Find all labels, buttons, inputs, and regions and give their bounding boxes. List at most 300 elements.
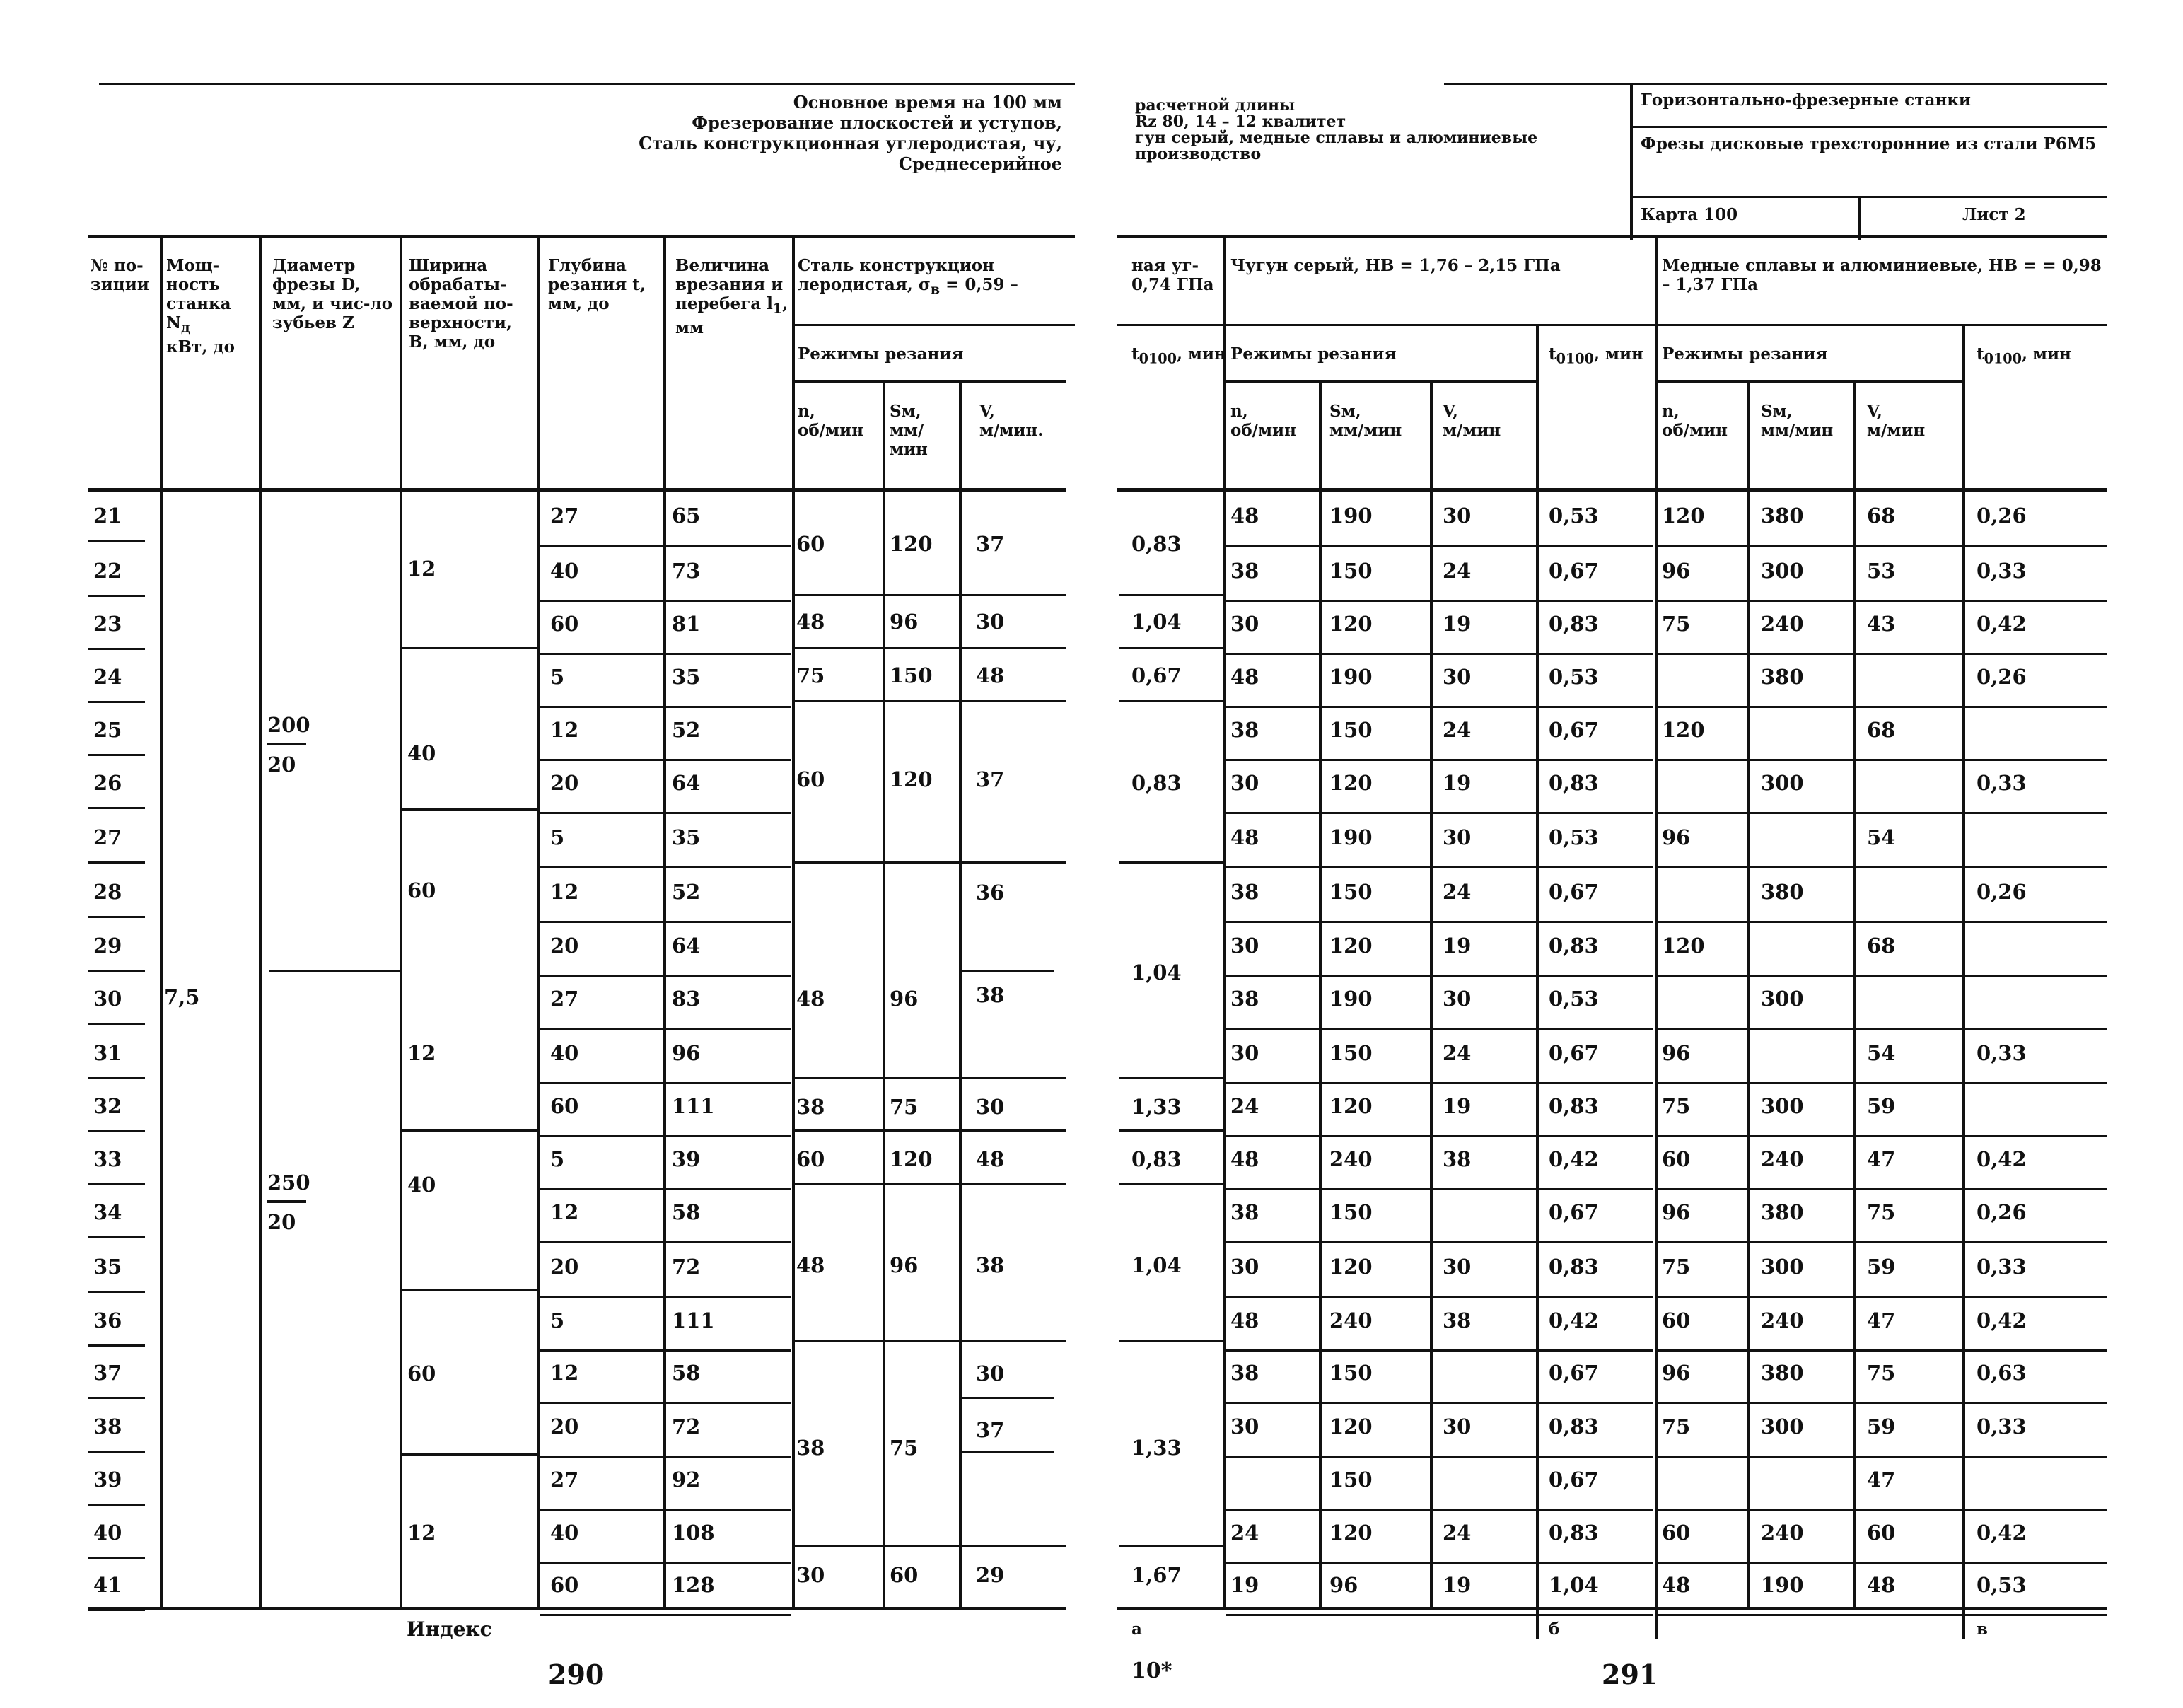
position-number: 37 <box>93 1361 122 1385</box>
position-number: 31 <box>93 1041 122 1065</box>
iron-t-value: 0,67 <box>1549 718 1599 742</box>
col-n-header <box>1230 402 1296 440</box>
s-label: Sм, <box>1329 402 1361 421</box>
position-number: 28 <box>93 880 122 904</box>
row-rule <box>1657 1188 2107 1190</box>
position-number: 39 <box>93 1468 122 1492</box>
copper-v-value: 54 <box>1867 825 1896 849</box>
t-value: 1,67 <box>1131 1563 1182 1587</box>
copper-n-value: 75 <box>1662 1414 1691 1439</box>
copper-s-value: 240 <box>1761 1521 1804 1545</box>
position-number: 21 <box>93 504 122 528</box>
position-number: 24 <box>93 665 122 689</box>
overrun-value: 92 <box>672 1468 701 1492</box>
depth-value: 5 <box>550 1147 565 1171</box>
row-underline <box>88 1023 145 1025</box>
iron-v-value: 30 <box>1443 504 1472 528</box>
header-rule <box>1444 83 2107 85</box>
row-underline <box>88 1344 145 1347</box>
tool-title: Фрезы дисковые трехсторонние из стали P6M5 <box>1641 134 2097 153</box>
row-underline <box>88 1451 145 1453</box>
row-rule <box>1226 1296 1653 1298</box>
iron-n-value: 38 <box>1230 559 1259 583</box>
row-underline <box>88 701 145 703</box>
iron-t-value: 0,83 <box>1549 1255 1599 1279</box>
row-rule <box>540 1082 791 1084</box>
diameter-value: 200 <box>267 713 310 737</box>
col-divider <box>883 382 885 1609</box>
steel-group-line1: Сталь конструкцион <box>798 256 994 275</box>
iron-s-value: 120 <box>1329 1414 1373 1439</box>
v-unit: м/мин. <box>979 421 1044 440</box>
iron-t-value: 0,83 <box>1549 771 1599 795</box>
iron-n-value: 38 <box>1230 718 1259 742</box>
row-rule <box>1657 653 2107 655</box>
row-rule <box>1226 975 1653 977</box>
col-divider <box>160 237 163 1609</box>
col-power-unit: кВт, до <box>166 337 235 356</box>
iron-t-value: 0,67 <box>1549 1041 1599 1065</box>
steel-group-line2 <box>798 275 1066 299</box>
machine-title: Горизонтально-фрезерные станки <box>1641 91 1971 110</box>
iron-n-value: 38 <box>1230 880 1259 904</box>
position-number: 36 <box>93 1308 122 1332</box>
row-rule <box>1657 812 2107 814</box>
copper-v-value: 75 <box>1867 1361 1896 1385</box>
overrun-value: 39 <box>672 1147 701 1171</box>
overrun-value: 108 <box>672 1521 715 1545</box>
copper-v-value: 43 <box>1867 612 1896 636</box>
n-value: 48 <box>796 1253 825 1277</box>
copper-n-value: 60 <box>1662 1147 1691 1171</box>
page-number: 291 <box>1602 1658 1658 1690</box>
steel-sigma-sub: в <box>930 281 941 298</box>
iron-s-value: 120 <box>1329 1094 1373 1118</box>
signature-mark: 10* <box>1131 1658 1172 1683</box>
position-number: 41 <box>93 1573 122 1597</box>
row-rule <box>1226 653 1653 655</box>
header-bottom-rule <box>88 488 1066 492</box>
t-value: 1,04 <box>1131 610 1182 634</box>
iron-n-value: 48 <box>1230 504 1259 528</box>
copper-t-value: 0,63 <box>1977 1361 2027 1385</box>
row-rule <box>1226 1509 1653 1511</box>
col-divider <box>1962 325 1965 1609</box>
iron-v-value: 19 <box>1443 612 1472 636</box>
group-rule <box>962 1451 1054 1453</box>
header-line: Основное время на 100 мм <box>793 92 1062 112</box>
copper-n-value: 60 <box>1662 1308 1691 1332</box>
iron-t-value: 0,83 <box>1549 934 1599 958</box>
depth-value: 12 <box>550 1361 579 1385</box>
diameter-fraction <box>267 1170 310 1234</box>
col-width-header: Ширина обрабаты-ваемой по-верхности, B, мм, до <box>409 256 513 352</box>
depth-value: 5 <box>550 665 565 689</box>
row-underline <box>88 916 145 918</box>
row-rule <box>540 1456 791 1458</box>
iron-s-value: 190 <box>1329 825 1373 849</box>
row-rule <box>1657 1028 2107 1030</box>
s-unit: мм/ мин <box>890 421 928 459</box>
iron-n-value: 48 <box>1230 665 1259 689</box>
col-overrun-sub: 1 <box>772 300 783 317</box>
row-rule <box>1657 921 2107 923</box>
col-v-header <box>1867 402 1925 440</box>
row-rule <box>540 1562 791 1564</box>
group-rule <box>962 970 1054 972</box>
depth-value: 12 <box>550 1200 579 1224</box>
iron-s-value: 240 <box>1329 1147 1373 1171</box>
overrun-value: 72 <box>672 1255 701 1279</box>
row-rule <box>1226 545 1653 547</box>
col-divider <box>400 237 402 1609</box>
copper-v-value: 60 <box>1867 1521 1896 1545</box>
overrun-value: 81 <box>672 612 701 636</box>
overrun-value: 64 <box>672 771 701 795</box>
copper-n-value: 75 <box>1662 1255 1691 1279</box>
width-value: 60 <box>407 1361 436 1385</box>
copper-s-value: 380 <box>1761 1361 1804 1385</box>
col-overrun-label: Величина врезания и перебега l <box>675 256 784 313</box>
s-unit: мм/мин <box>1329 421 1402 440</box>
col-v-header <box>979 402 1043 440</box>
row-rule <box>1657 1562 2107 1564</box>
iron-t-value: 0,67 <box>1549 1468 1599 1492</box>
row-rule <box>1657 1241 2107 1243</box>
v-value: 30 <box>976 1361 1005 1385</box>
iron-t-value: 0,83 <box>1549 1094 1599 1118</box>
t-value: 1,04 <box>1131 960 1182 984</box>
copper-t-value: 0,26 <box>1977 665 2027 689</box>
t-unit: , мин <box>2021 344 2071 364</box>
depth-value: 5 <box>550 825 565 849</box>
iron-s-value: 190 <box>1329 987 1373 1011</box>
col-v-header <box>1443 402 1501 440</box>
group-rule <box>793 861 1066 864</box>
v-value: 36 <box>976 881 1005 905</box>
table-top-rule <box>1117 235 2107 238</box>
iron-v-value: 19 <box>1443 1094 1472 1118</box>
depth-value: 60 <box>550 1573 579 1597</box>
s-unit: мм/мин <box>1761 421 1834 440</box>
col-s-header <box>1761 402 1833 440</box>
position-number: 32 <box>93 1094 122 1118</box>
row-rule <box>540 1241 791 1243</box>
position-number: 26 <box>93 771 122 795</box>
steel-cont-header <box>1131 256 1223 294</box>
row-rule <box>1226 1562 1653 1564</box>
group-rule <box>1119 1077 1223 1079</box>
v-value: 37 <box>976 1418 1005 1442</box>
copper-t-value: 0,53 <box>1977 1573 2027 1597</box>
copper-s-value: 240 <box>1761 612 1804 636</box>
n-value: 60 <box>796 532 825 556</box>
s-label: Sм, <box>1761 402 1793 421</box>
row-rule <box>1226 812 1653 814</box>
depth-value: 27 <box>550 504 579 528</box>
group-rule <box>793 1183 1066 1185</box>
row-underline <box>88 595 145 597</box>
row-rule <box>540 1188 791 1190</box>
copper-t-value: 0,26 <box>1977 880 2027 904</box>
iron-n-value: 38 <box>1230 1200 1259 1224</box>
group-rule <box>793 700 1066 702</box>
position-number: 38 <box>93 1414 122 1439</box>
s-value: 120 <box>890 532 933 556</box>
header-bottom-rule <box>1117 488 2107 492</box>
iron-t-value: 0,53 <box>1549 825 1599 849</box>
row-underline <box>88 970 145 972</box>
col-divider <box>1747 382 1750 1609</box>
footer-letter-b: б <box>1549 1620 1560 1639</box>
footer-index-label: Индекс <box>407 1617 492 1641</box>
iron-v-value: 19 <box>1443 1573 1472 1597</box>
position-number: 40 <box>93 1521 122 1545</box>
row-rule <box>1657 866 2107 868</box>
iron-s-value: 96 <box>1329 1573 1358 1597</box>
row-underline <box>88 807 145 809</box>
position-number: 33 <box>93 1147 122 1171</box>
iron-s-value: 120 <box>1329 1521 1373 1545</box>
t-value: 0,83 <box>1131 1147 1182 1171</box>
col-divider <box>1853 382 1856 1609</box>
overrun-value: 83 <box>672 987 701 1011</box>
row-rule <box>1226 1614 1653 1616</box>
iron-n-value: 48 <box>1230 825 1259 849</box>
copper-s-value: 300 <box>1761 1094 1804 1118</box>
v-value: 37 <box>976 532 1005 556</box>
header-line: Rz 80, 14 – 12 квалитет <box>1135 112 1346 131</box>
copper-t-value: 0,42 <box>1977 612 2027 636</box>
n-value: 75 <box>796 663 825 687</box>
t-header <box>1131 344 1226 368</box>
sheet-number: Лист 2 <box>1962 205 2026 224</box>
copper-t-value: 0,33 <box>1977 771 2027 795</box>
iron-s-value: 150 <box>1329 718 1373 742</box>
iron-s-value: 190 <box>1329 665 1373 689</box>
copper-n-value: 120 <box>1662 718 1705 742</box>
row-rule <box>1226 600 1653 602</box>
iron-s-value: 190 <box>1329 504 1373 528</box>
col-overrun-unit: , мм <box>675 294 788 337</box>
n-unit: об/мин <box>798 421 863 440</box>
col-depth-header: Глубина резания t, мм, до <box>548 256 646 313</box>
overrun-value: 111 <box>672 1094 715 1118</box>
iron-n-value: 48 <box>1230 1308 1259 1332</box>
teeth-value: 20 <box>267 1210 296 1234</box>
header-line: производство <box>1135 145 1262 163</box>
copper-v-value: 47 <box>1867 1147 1896 1171</box>
group-rule <box>793 1077 1066 1079</box>
overrun-value: 58 <box>672 1361 701 1385</box>
s-value: 96 <box>890 610 919 634</box>
overrun-value: 35 <box>672 825 701 849</box>
iron-n-value: 24 <box>1230 1094 1259 1118</box>
copper-v-value: 75 <box>1867 1200 1896 1224</box>
copper-v-value: 68 <box>1867 934 1896 958</box>
copper-title: Медные сплавы и алюминиевые, HB = = 0,98 – 1,37 ГПа <box>1662 256 2102 294</box>
s-value: 75 <box>890 1436 919 1460</box>
copper-v-value: 59 <box>1867 1414 1896 1439</box>
group-rule <box>269 970 400 972</box>
s-value: 75 <box>890 1095 919 1119</box>
modes-rule <box>1657 380 1962 383</box>
header-rule <box>1117 324 2107 326</box>
width-value: 40 <box>407 1173 436 1197</box>
v-unit: м/мин <box>1443 421 1501 440</box>
iron-t-value: 0,53 <box>1549 665 1599 689</box>
modes-rule <box>1226 380 1537 383</box>
group-rule <box>1119 861 1223 864</box>
iron-n-value: 19 <box>1230 1573 1259 1597</box>
n-unit: об/мин <box>1230 421 1296 440</box>
col-power-sub: д <box>181 319 190 336</box>
n-value: 48 <box>796 987 825 1011</box>
header-line: расчетной длины <box>1135 96 1296 115</box>
copper-s-value: 300 <box>1761 559 1804 583</box>
steel-cont-line: 0,74 ГПа <box>1131 275 1214 294</box>
iron-v-value: 24 <box>1443 1521 1472 1545</box>
v-value: 37 <box>976 767 1005 791</box>
copper-s-value: 300 <box>1761 987 1804 1011</box>
t-value: 0,83 <box>1131 532 1182 556</box>
row-underline <box>88 648 145 650</box>
iron-t-value: 0,83 <box>1549 612 1599 636</box>
row-rule <box>540 1614 791 1616</box>
col-divider <box>1319 382 1322 1609</box>
left-header <box>639 92 1062 174</box>
iron-s-value: 150 <box>1329 1200 1373 1224</box>
v-label: V, <box>1867 402 1882 421</box>
v-value: 29 <box>976 1563 1005 1587</box>
row-rule <box>540 1402 791 1404</box>
n-value: 60 <box>796 1147 825 1171</box>
row-rule <box>1226 1402 1653 1404</box>
copper-n-value: 96 <box>1662 1200 1691 1224</box>
depth-value: 27 <box>550 1468 579 1492</box>
group-rule <box>1119 1129 1223 1132</box>
n-value: 30 <box>796 1563 825 1587</box>
iron-s-value: 240 <box>1329 1308 1373 1332</box>
iron-n-value: 30 <box>1230 1414 1259 1439</box>
copper-n-value: 96 <box>1662 825 1691 849</box>
row-underline <box>88 1183 145 1185</box>
n-value: 38 <box>796 1436 825 1460</box>
row-rule <box>1657 1456 2107 1458</box>
n-unit: об/мин <box>1662 421 1728 440</box>
group-rule <box>1119 1183 1223 1185</box>
s-value: 150 <box>890 663 933 687</box>
row-rule <box>540 1509 791 1511</box>
position-number: 25 <box>93 718 122 742</box>
depth-value: 40 <box>550 1041 579 1065</box>
fraction-bar <box>267 1200 306 1203</box>
width-value: 12 <box>407 1041 436 1065</box>
row-underline <box>88 540 145 542</box>
s-value: 120 <box>890 1147 933 1171</box>
v-value: 38 <box>976 983 1005 1007</box>
group-rule <box>793 1545 1066 1547</box>
table-top-rule <box>88 235 1075 238</box>
copper-s-value: 380 <box>1761 880 1804 904</box>
iron-s-value: 150 <box>1329 559 1373 583</box>
group-rule <box>402 808 537 811</box>
n-label: n, <box>798 402 815 421</box>
t-unit: , мин <box>1176 344 1226 364</box>
row-rule <box>1657 1402 2107 1404</box>
depth-value: 27 <box>550 987 579 1011</box>
copper-v-value: 47 <box>1867 1468 1896 1492</box>
overrun-value: 65 <box>672 504 701 528</box>
iron-s-value: 120 <box>1329 1255 1373 1279</box>
copper-v-value: 59 <box>1867 1094 1896 1118</box>
copper-s-value: 240 <box>1761 1308 1804 1332</box>
width-value: 60 <box>407 878 436 902</box>
header-line: Сталь конструкционная углеродистая, чу, <box>639 133 1062 153</box>
group-rule <box>962 1397 1054 1399</box>
col-divider <box>1536 1607 1539 1639</box>
t-value: 0,67 <box>1131 663 1182 687</box>
iron-v-value: 30 <box>1443 1414 1472 1439</box>
n-label: n, <box>1230 402 1248 421</box>
iron-t-value: 0,67 <box>1549 1200 1599 1224</box>
v-unit: м/мин <box>1867 421 1926 440</box>
row-rule <box>1657 1296 2107 1298</box>
overrun-value: 64 <box>672 934 701 958</box>
col-n-header <box>798 402 863 440</box>
s-value: 120 <box>890 767 933 791</box>
iron-t-value: 0,67 <box>1549 559 1599 583</box>
t-value: 1,33 <box>1131 1095 1182 1119</box>
t-sub: 0100 <box>1984 350 2022 367</box>
col-divider <box>1430 382 1433 1609</box>
row-rule <box>1226 1456 1653 1458</box>
t-header <box>1549 344 1643 368</box>
v-value: 38 <box>976 1253 1005 1277</box>
row-rule <box>1226 1241 1653 1243</box>
teeth-value: 20 <box>267 753 296 777</box>
t-label: t <box>1977 344 1984 364</box>
copper-t-value: 0,33 <box>1977 1041 2027 1065</box>
card-number: Карта 100 <box>1641 205 1738 224</box>
overrun-value: 72 <box>672 1414 701 1439</box>
row-rule <box>1657 1082 2107 1084</box>
iron-t-value: 0,67 <box>1549 880 1599 904</box>
row-rule <box>1657 759 2107 761</box>
iron-v-value: 38 <box>1443 1308 1472 1332</box>
position-number: 30 <box>93 987 122 1011</box>
iron-s-value: 150 <box>1329 1041 1373 1065</box>
row-underline <box>88 1504 145 1506</box>
n-value: 60 <box>796 767 825 791</box>
copper-v-value: 59 <box>1867 1255 1896 1279</box>
copper-v-value: 47 <box>1867 1308 1896 1332</box>
iron-v-value: 38 <box>1443 1147 1472 1171</box>
copper-t-value: 0,42 <box>1977 1308 2027 1332</box>
right-header-left <box>1135 98 1616 163</box>
row-rule <box>1226 706 1653 708</box>
overrun-value: 128 <box>672 1573 715 1597</box>
row-rule <box>540 866 791 868</box>
iron-n-value: 48 <box>1230 1147 1259 1171</box>
row-underline <box>88 1397 145 1399</box>
modes-rule <box>793 324 1075 326</box>
group-rule <box>1119 594 1223 596</box>
iron-t-value: 0,83 <box>1549 1521 1599 1545</box>
s-value: 96 <box>890 987 919 1011</box>
row-rule <box>540 812 791 814</box>
s-value: 60 <box>890 1563 919 1587</box>
